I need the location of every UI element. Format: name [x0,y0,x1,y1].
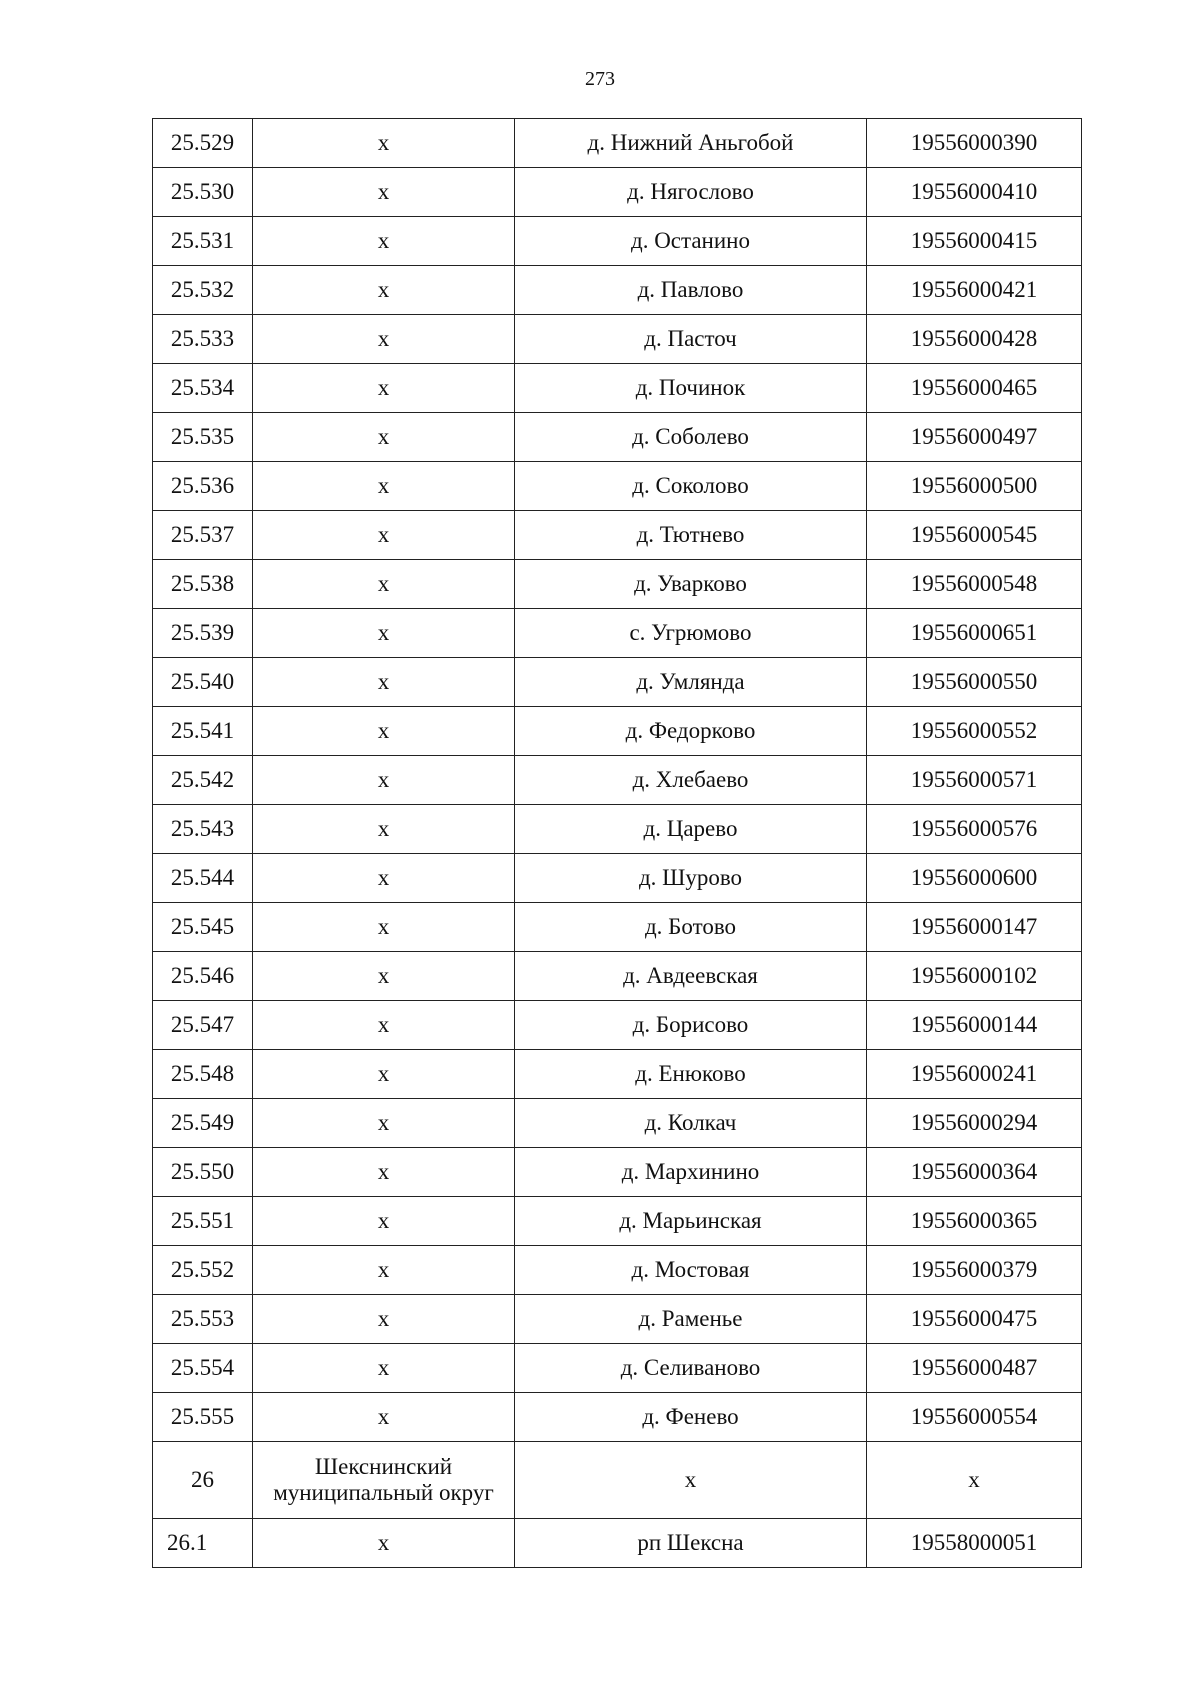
table-row [153,413,1082,462]
table-row [153,315,1082,364]
table-row [153,1099,1082,1148]
code-cell: 19556000554 [867,1393,1082,1442]
district-cell: х [253,413,515,462]
district-cell: х [253,462,515,511]
table-row-district-header [153,1442,1082,1519]
row-number-cell: 25.553 [153,1295,253,1344]
row-number-cell: 25.537 [153,511,253,560]
district-cell: х [253,1344,515,1393]
settlement-cell: д. Колкач [515,1099,867,1148]
code-cell: 19558000051 [867,1519,1082,1568]
settlement-cell: д. Уварково [515,560,867,609]
district-cell: х [253,119,515,168]
district-cell: х [253,1519,515,1568]
code-cell: 19556000364 [867,1148,1082,1197]
row-number-cell: 25.536 [153,462,253,511]
settlement-cell: д. Енюково [515,1050,867,1099]
settlement-cell: д. Авдеевская [515,952,867,1001]
row-number-cell: 25.541 [153,707,253,756]
code-cell: 19556000379 [867,1246,1082,1295]
district-cell: х [253,1197,515,1246]
row-number-cell: 25.543 [153,805,253,854]
code-cell: 19556000571 [867,756,1082,805]
code-cell: 19556000415 [867,217,1082,266]
settlement-cell: д. Раменье [515,1295,867,1344]
settlement-cell: д. Тютнево [515,511,867,560]
settlement-cell: д. Останино [515,217,867,266]
table-row [153,1519,1082,1568]
district-cell: х [253,315,515,364]
code-cell: 19556000552 [867,707,1082,756]
code-cell: 19556000365 [867,1197,1082,1246]
table-row [153,1393,1082,1442]
row-number-cell: 25.532 [153,266,253,315]
district-cell: х [253,805,515,854]
row-number-cell: 25.534 [153,364,253,413]
district-cell: х [253,266,515,315]
table-row [153,1050,1082,1099]
table-row [153,1197,1082,1246]
district-cell: х [253,903,515,952]
district-cell: х [253,609,515,658]
table-row [153,1295,1082,1344]
table-row [153,168,1082,217]
district-cell: Шекснинский муниципальный округ [253,1442,515,1519]
settlement-cell: д. Соколово [515,462,867,511]
code-cell: 19556000487 [867,1344,1082,1393]
code-cell: 19556000475 [867,1295,1082,1344]
row-number-cell: 25.551 [153,1197,253,1246]
settlement-cell: д. Селиваново [515,1344,867,1393]
code-cell: 19556000421 [867,266,1082,315]
code-cell: 19556000144 [867,1001,1082,1050]
row-number-cell: 25.549 [153,1099,253,1148]
row-number-cell: 25.547 [153,1001,253,1050]
district-cell: х [253,707,515,756]
row-number-cell: 25.546 [153,952,253,1001]
table-row [153,1148,1082,1197]
settlement-cell: д. Нягослово [515,168,867,217]
row-number-cell: 25.529 [153,119,253,168]
settlement-cell: д. Борисово [515,1001,867,1050]
table-row [153,1001,1082,1050]
district-cell: х [253,364,515,413]
row-number-cell: 25.552 [153,1246,253,1295]
row-number-cell: 25.539 [153,609,253,658]
row-number-cell: 25.548 [153,1050,253,1099]
row-number-cell: 26 [153,1442,253,1519]
table-row [153,805,1082,854]
code-cell: 19556000548 [867,560,1082,609]
row-number-cell: 25.542 [153,756,253,805]
code-cell: 19556000102 [867,952,1082,1001]
settlement-cell: д. Мостовая [515,1246,867,1295]
row-number-cell: 25.530 [153,168,253,217]
settlement-cell: д. Ботово [515,903,867,952]
district-cell: х [253,168,515,217]
settlement-cell: д. Умлянда [515,658,867,707]
settlement-cell: д. Мархинино [515,1148,867,1197]
code-cell: 19556000497 [867,413,1082,462]
table-row [153,266,1082,315]
district-cell: х [253,1295,515,1344]
table-row [153,1344,1082,1393]
settlement-cell: д. Федорково [515,707,867,756]
table-row [153,609,1082,658]
row-number-cell: 25.540 [153,658,253,707]
table-row [153,511,1082,560]
table-row [153,217,1082,266]
row-number-cell: 25.531 [153,217,253,266]
row-number-cell: 25.555 [153,1393,253,1442]
district-cell: х [253,1246,515,1295]
district-cell: х [253,1393,515,1442]
district-cell: х [253,952,515,1001]
table-row [153,707,1082,756]
row-number-cell: 25.550 [153,1148,253,1197]
district-cell: х [253,854,515,903]
table-row [153,854,1082,903]
code-cell: х [867,1442,1082,1519]
table-row [153,462,1082,511]
row-number-cell: 25.538 [153,560,253,609]
settlement-cell: х [515,1442,867,1519]
settlement-cell: д. Нижний Аньгобой [515,119,867,168]
table-row [153,1246,1082,1295]
row-number-cell: 25.533 [153,315,253,364]
settlement-cell: д. Марьинская [515,1197,867,1246]
settlement-cell: д. Царево [515,805,867,854]
row-number-cell: 25.535 [153,413,253,462]
settlements-table [152,118,1082,1568]
district-cell: х [253,1148,515,1197]
code-cell: 19556000410 [867,168,1082,217]
district-cell: х [253,756,515,805]
district-cell: х [253,511,515,560]
code-cell: 19556000576 [867,805,1082,854]
code-cell: 19556000545 [867,511,1082,560]
code-cell: 19556000241 [867,1050,1082,1099]
district-cell: х [253,658,515,707]
settlement-cell: д. Хлебаево [515,756,867,805]
table-row [153,903,1082,952]
table-body [153,119,1082,1568]
district-cell: х [253,1050,515,1099]
table-row [153,119,1082,168]
row-number-cell: 25.545 [153,903,253,952]
table-row [153,756,1082,805]
code-cell: 19556000428 [867,315,1082,364]
code-cell: 19556000651 [867,609,1082,658]
row-number-cell: 26.1 [153,1519,253,1568]
table-row [153,364,1082,413]
settlement-cell: д. Пасточ [515,315,867,364]
row-number-cell: 25.554 [153,1344,253,1393]
district-cell: х [253,217,515,266]
code-cell: 19556000147 [867,903,1082,952]
table-row [153,658,1082,707]
table-row [153,560,1082,609]
settlement-cell: д. Павлово [515,266,867,315]
settlement-cell: д. Соболево [515,413,867,462]
table-row [153,952,1082,1001]
settlement-cell: рп Шексна [515,1519,867,1568]
code-cell: 19556000294 [867,1099,1082,1148]
code-cell: 19556000500 [867,462,1082,511]
district-cell: х [253,1099,515,1148]
settlement-cell: д. Фенево [515,1393,867,1442]
settlement-cell: д. Починок [515,364,867,413]
page-number: 273 [585,68,615,90]
district-cell: х [253,560,515,609]
settlement-cell: с. Угрюмово [515,609,867,658]
settlement-cell: д. Шурово [515,854,867,903]
district-cell: х [253,1001,515,1050]
code-cell: 19556000550 [867,658,1082,707]
code-cell: 19556000390 [867,119,1082,168]
row-number-cell: 25.544 [153,854,253,903]
code-cell: 19556000465 [867,364,1082,413]
code-cell: 19556000600 [867,854,1082,903]
